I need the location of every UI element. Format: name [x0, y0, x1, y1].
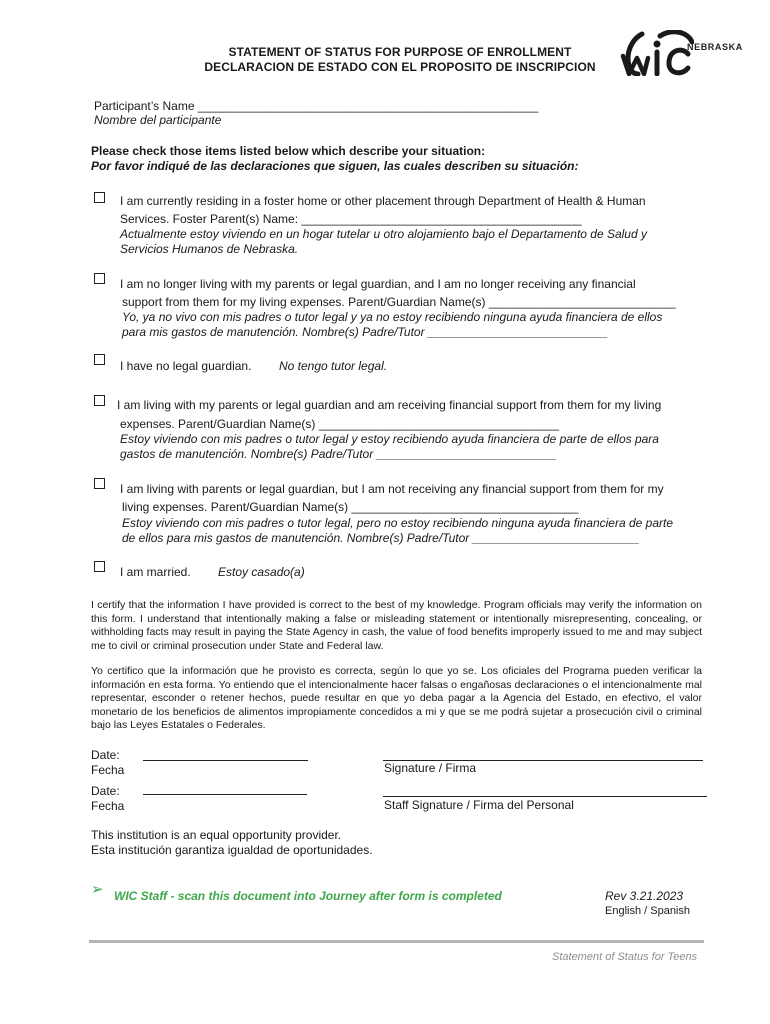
checkbox-foster-home[interactable] [94, 192, 105, 203]
certification-english: I certify that the information I have provided is correct to the best of my knowledge. Program officials may verify the information on this form. I understand that intentionally making a false or misleading statement or intentionally misrepresenting, concealing, or withholding facts may result in paying the State Agency in cash, the value of food benefits improperly issued to me and may subject me to civil or criminal prosecution under State and Federal law. [91, 599, 702, 652]
option-foster-home-es2: Servicios Humanos de Nebraska. [120, 242, 299, 256]
option-not-receiving-line2[interactable]: living expenses. Parent/Guardian Name(s) __________________________________ [122, 500, 579, 514]
date-label-spanish: Fecha [91, 799, 125, 813]
date-label-1 [91, 748, 124, 778]
checkbox-receiving-support[interactable] [94, 395, 105, 406]
date-input-line-2[interactable] [143, 794, 307, 795]
revision-date: Rev 3.21.2023 [605, 889, 684, 903]
equal-opportunity-spanish: Esta institución garantiza igualdad de oportunidades. [91, 843, 373, 857]
logo-state-name: NEBRASKA [687, 42, 743, 52]
option-foster-home-line2[interactable]: Services. Foster Parent(s) Name: __________________________________________ [120, 212, 582, 226]
form-title [150, 45, 650, 75]
participant-name-blank[interactable]: ___________________________________________________ [197, 99, 539, 113]
instructions-spanish: Por favor indiqué de las declaraciones que siguen, las cuales describen su situación: [91, 159, 579, 173]
staff-scan-note: WIC Staff - scan this document into Journey after form is completed [114, 889, 502, 903]
staff-signature-label: Staff Signature / Firma del Personal [384, 798, 574, 812]
checkbox-married[interactable] [94, 561, 105, 572]
option-married: I am married. [120, 565, 191, 579]
certification-spanish: Yo certifico que la información que he provisto es correcta, según lo que yo se. Los oficiales del Programa pueden verificar la información en esta forma. Yo entiendo que el intencionalmente hacer falsas o engañosas declaraciones o el intencionalmente mal representar, esconder o retener hechos, puede resultar en que yo deba pagar a la Agencia del Estado, en efectivo, el valor monetario de los beneficios de alimentos impropiamente concedidos a mi y que se me podrá sujetar a prosecución civil o criminal bajo las Leyes Estatales o Federales. [91, 665, 702, 731]
option-not-receiving-es1: Estoy viviendo con mis padres o tutor legal, pero no estoy recibiendo ninguna ayuda financiera de parte [122, 516, 674, 530]
date-input-line-1[interactable] [143, 760, 308, 761]
staff-signature-line[interactable] [383, 796, 707, 797]
option-not-receiving-line1: I am living with parents or legal guardian, but I am not receiving any financial support from them for my [120, 482, 664, 496]
option-not-living-es2[interactable]: para mis gastos de manutención. Nombre(s) Padre/Tutor ___________________________ [122, 325, 609, 339]
date-label-english: Date: [91, 784, 120, 798]
title-spanish: DECLARACION DE ESTADO CON EL PROPOSITO DE INSCRIPCION [204, 60, 596, 74]
date-label-2 [91, 784, 124, 814]
checkbox-no-legal-guardian[interactable] [94, 354, 105, 365]
date-label-english: Date: [91, 748, 120, 762]
document-name: Statement of Status for Teens [552, 951, 698, 963]
option-married-es: Estoy casado(a) [218, 565, 305, 579]
option-no-guardian-es: No tengo tutor legal. [279, 359, 388, 373]
option-receiving-support-es2[interactable]: gastos de manutención. Nombre(s) Padre/Tutor ___________________________ [120, 447, 557, 461]
option-foster-home-es1: Actualmente estoy viviendo en un hogar tutelar u otro alojamiento bajo el Departamento de Salud y [120, 227, 647, 241]
participant-label-spanish: Nombre del participante [94, 113, 222, 127]
participant-label: Participant’s Name [94, 99, 195, 113]
equal-opportunity-english: This institution is an equal opportunity provider. [91, 828, 342, 842]
footer-divider [89, 940, 704, 943]
option-receiving-support-line1: I am living with my parents or legal guardian and am receiving financial support from them for my living [117, 398, 662, 412]
participant-name-field[interactable] [94, 99, 538, 114]
option-not-living-line2[interactable]: support from them for my living expenses. Parent/Guardian Name(s) ____________________________ [122, 295, 676, 309]
signature-label: Signature / Firma [384, 761, 477, 775]
option-not-living-line1: I am no longer living with my parents or legal guardian, and I am no longer receiving any financial [120, 277, 636, 291]
date-label-spanish: Fecha [91, 763, 125, 777]
option-no-guardian: I have no legal guardian. [120, 359, 252, 373]
instructions-english: Please check those items listed below which describe your situation: [91, 144, 486, 158]
arrow-bullet-icon: ➢ [91, 881, 104, 898]
wic-nebraska-logo [620, 28, 743, 78]
option-foster-home-line1: I am currently residing in a foster home or other placement through Department of Health & Human [120, 194, 646, 208]
title-english: STATEMENT OF STATUS FOR PURPOSE OF ENROLLMENT [228, 45, 572, 59]
checkbox-not-living-with-parents[interactable] [94, 273, 105, 284]
option-not-living-es1: Yo, ya no vivo con mis padres o tutor legal y ya no estoy recibiendo ninguna ayuda financiera de ellos [122, 310, 663, 324]
language-label: English / Spanish [605, 905, 690, 917]
wic-logo-icon [620, 30, 694, 76]
checkbox-not-receiving-support[interactable] [94, 478, 105, 489]
option-receiving-support-line2[interactable]: expenses. Parent/Guardian Name(s) ____________________________________ [120, 417, 560, 431]
option-not-receiving-es2[interactable]: de ellos para mis gastos de manutención. Nombre(s) Padre/Tutor _________________________ [122, 531, 640, 545]
option-receiving-support-es1: Estoy viviendo con mis padres o tutor legal y estoy recibiendo ayuda financiera de parte de ellos para [120, 432, 659, 446]
